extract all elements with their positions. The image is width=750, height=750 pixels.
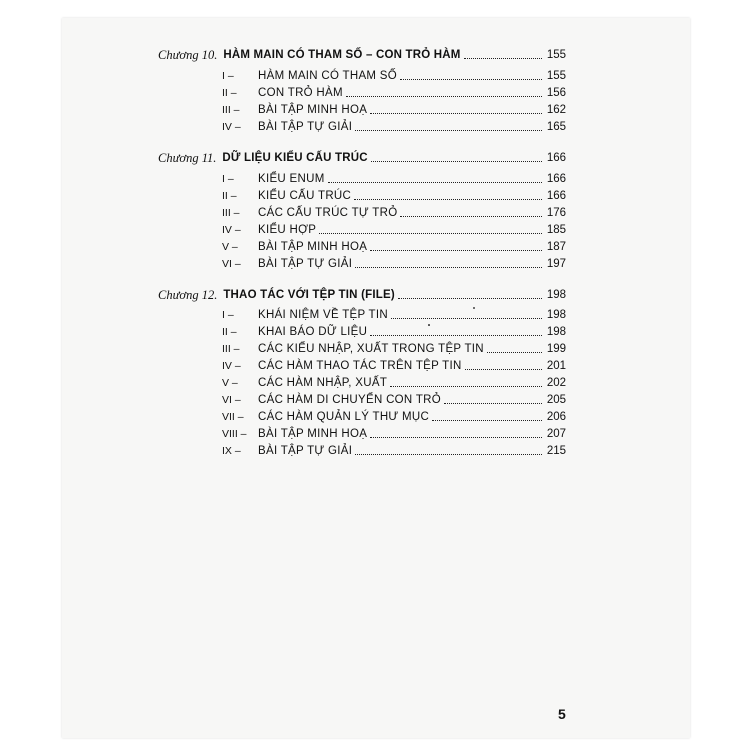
page-ref: 199 <box>546 343 566 355</box>
toc-entry <box>222 120 566 134</box>
leader-dots <box>355 454 542 455</box>
page-ref: 155 <box>546 70 566 82</box>
entry-number: III – <box>222 104 240 116</box>
entry-title: BÀI TẬP TỰ GIẢI <box>258 445 353 457</box>
book-page <box>62 18 690 738</box>
toc-entry <box>222 427 566 441</box>
entry-number: VII – <box>222 411 244 423</box>
toc-entry <box>222 172 566 186</box>
leader-dots <box>400 216 542 217</box>
entry-title: HÀM MAIN CÓ THAM SỐ <box>258 70 398 82</box>
entry-title: BÀI TẬP TỰ GIẢI <box>258 258 353 270</box>
leader-dots <box>398 298 542 299</box>
toc-entry <box>222 342 566 356</box>
entry-title: KIỂU ENUM <box>258 173 325 185</box>
page-ref: 166 <box>546 173 566 185</box>
entry-title: BÀI TẬP MINH HOẠ <box>258 241 368 253</box>
page-ref: 198 <box>546 289 566 301</box>
page-ref: 207 <box>546 428 566 440</box>
page-ref: 205 <box>546 394 566 406</box>
chapter-label: Chương 10. <box>158 48 218 62</box>
toc-entry <box>222 86 566 100</box>
entry-number: I – <box>222 70 234 82</box>
page-ref: 201 <box>546 360 566 372</box>
entry-title: BÀI TẬP MINH HOẠ <box>258 428 368 440</box>
entry-number: VI – <box>222 258 241 270</box>
entry-title: CÁC CẤU TRÚC TỰ TRỎ <box>258 207 398 219</box>
page-ref: 215 <box>546 445 566 457</box>
entry-number: III – <box>222 343 240 355</box>
page-ref: 165 <box>546 121 566 133</box>
leader-dots <box>370 437 542 438</box>
toc-entry <box>222 308 566 322</box>
toc-entry <box>222 206 566 220</box>
entry-title: CÁC HÀM QUẢN LÝ THƯ MỤC <box>258 411 430 423</box>
entry-number: IV – <box>222 121 241 133</box>
entry-title: BÀI TẬP TỰ GIẢI <box>258 121 353 133</box>
page-ref: 176 <box>546 207 566 219</box>
page-ref: 155 <box>546 49 566 61</box>
toc-entry <box>222 240 566 254</box>
chapter-label: Chương 12. <box>158 288 218 302</box>
entry-title: KHAI BÁO DỮ LIỆU <box>258 326 368 338</box>
entry-number: II – <box>222 87 237 99</box>
toc-entry <box>222 69 566 83</box>
page-ref: 198 <box>546 309 566 321</box>
leader-dots <box>464 58 542 59</box>
entry-title: CÁC KIỂU NHẬP, XUẤT TRONG TỆP TIN <box>258 343 484 355</box>
entry-number: II – <box>222 326 237 338</box>
entry-title: CON TRỎ HÀM <box>258 87 343 99</box>
toc-entry <box>222 410 566 424</box>
page-ref: 162 <box>546 104 566 116</box>
chapter-11-heading <box>158 151 566 165</box>
toc-entry <box>222 444 566 458</box>
entry-title: KIỂU CẤU TRÚC <box>258 190 352 202</box>
leader-dots <box>400 79 542 80</box>
leader-dots <box>370 335 542 336</box>
entry-number: II – <box>222 190 237 202</box>
page-ref: 206 <box>546 411 566 423</box>
leader-dots <box>328 182 542 183</box>
chapter-label: Chương 11. <box>158 151 217 165</box>
entry-title: CÁC HÀM NHẬP, XUẤT <box>258 377 388 389</box>
leader-dots <box>487 352 542 353</box>
entry-title: CÁC HÀM THAO TÁC TRÊN TỆP TIN <box>258 360 462 372</box>
entry-number: IV – <box>222 360 241 372</box>
page-number: 5 <box>558 706 566 722</box>
entry-number: IX – <box>222 445 241 457</box>
toc-entry <box>222 103 566 117</box>
leader-dots <box>391 318 542 319</box>
leader-dots <box>346 96 542 97</box>
chapter-title: THAO TÁC VỚI TỆP TIN (FILE) <box>223 289 395 301</box>
print-speck <box>473 307 475 309</box>
page-ref: 198 <box>546 326 566 338</box>
entry-number: VIII – <box>222 428 247 440</box>
page-ref: 185 <box>546 224 566 236</box>
entry-number: I – <box>222 309 234 321</box>
page-ref: 197 <box>546 258 566 270</box>
entry-title: BÀI TẬP MINH HOẠ <box>258 104 368 116</box>
page-ref: 202 <box>546 377 566 389</box>
entry-number: V – <box>222 241 238 253</box>
chapter-title: DỮ LIỆU KIỂU CẤU TRÚC <box>222 152 368 164</box>
toc-entry <box>222 393 566 407</box>
entry-title: CÁC HÀM DI CHUYỂN CON TRỎ <box>258 394 441 406</box>
chapter-12-heading <box>158 288 566 302</box>
leader-dots <box>370 250 542 251</box>
leader-dots <box>432 420 542 421</box>
entry-number: V – <box>222 377 238 389</box>
toc-entry <box>222 223 566 237</box>
entry-title: KIỂU HỢP <box>258 224 317 236</box>
page-ref: 187 <box>546 241 566 253</box>
toc-entry <box>222 189 566 203</box>
print-speck <box>428 324 430 326</box>
chapter-10-heading <box>158 48 566 62</box>
page-ref: 166 <box>546 152 566 164</box>
toc-entry <box>222 257 566 271</box>
toc-entry <box>222 376 566 390</box>
page-ref: 156 <box>546 87 566 99</box>
toc-entry <box>222 359 566 373</box>
leader-dots <box>390 386 542 387</box>
entry-title: KHÁI NIỆM VỀ TỆP TIN <box>258 309 388 321</box>
chapter-title: HÀM MAIN CÓ THAM SỐ – CON TRỎ HÀM <box>223 49 461 61</box>
leader-dots <box>354 199 542 200</box>
entry-number: III – <box>222 207 240 219</box>
entry-number: IV – <box>222 224 241 236</box>
leader-dots <box>355 267 542 268</box>
leader-dots <box>370 113 542 114</box>
leader-dots <box>319 233 542 234</box>
leader-dots <box>371 161 542 162</box>
entry-number: VI – <box>222 394 241 406</box>
leader-dots <box>355 130 542 131</box>
page-ref: 166 <box>546 190 566 202</box>
toc-entry <box>222 325 566 339</box>
leader-dots <box>465 369 542 370</box>
leader-dots <box>444 403 542 404</box>
entry-number: I – <box>222 173 234 185</box>
